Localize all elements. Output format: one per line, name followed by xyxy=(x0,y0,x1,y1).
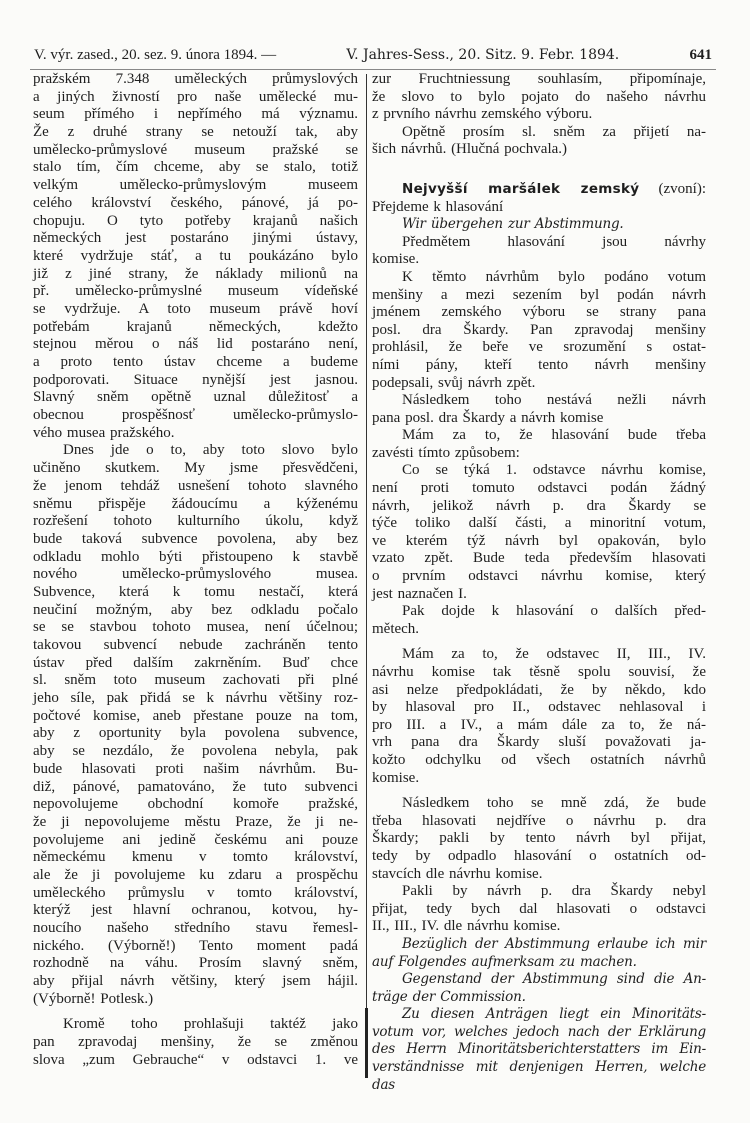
text-line: a proto tento ústav chceme a budeme xyxy=(33,354,358,370)
paragraph xyxy=(372,883,706,936)
text-line: Subvence, která k tomu nestačí, která xyxy=(33,583,358,600)
text-line: pana posl. dra Škardy a návrh komise xyxy=(372,409,604,426)
text-line: verständnisse mit denjenigen Herren, welche das xyxy=(372,1059,706,1093)
text-line: takovou subvencí nebude zachráněn tento xyxy=(33,637,358,653)
text-line: diž, pánové, pamatováno, že tuto subvenci xyxy=(33,778,358,795)
text-line: Bezüglich der Abstimmung erlaube ich mir xyxy=(402,935,706,952)
text-line: Přejdeme k hlasování xyxy=(372,198,504,215)
paragraph xyxy=(372,234,706,269)
text-line: Co se týká 1. odstavce návrhu komise, xyxy=(402,462,706,479)
page-number: 641 xyxy=(689,47,712,63)
paragraph xyxy=(372,71,706,124)
text-line: asi nelze předpokládati, že by někdo, kdo xyxy=(372,681,706,698)
text-line: noucího našeho středního stavu řemesl- xyxy=(33,920,358,936)
text-line: Gegenstand der Abstimmung sind die An- xyxy=(402,971,706,988)
text-line: by hlasoval pro II., odstavec nehlasoval i xyxy=(372,699,706,716)
text-line: návrhu komise tak těsně spolu souvisí, že xyxy=(372,664,706,680)
text-line: seum přímého i nepřímého má významu. xyxy=(33,106,358,123)
header-rule xyxy=(30,69,716,70)
text-line: rozřešení tohoto kulturního úkolu, když xyxy=(33,513,358,530)
paragraph xyxy=(372,392,706,427)
text-line: nového umělecko-průmyslového musea. xyxy=(33,566,358,583)
paragraph xyxy=(372,462,706,603)
text-line: již z jiné strany, že náklady milionů na xyxy=(33,265,358,282)
text-line: přijat, tedy bych dal hlasovati o odstavci xyxy=(372,900,706,917)
text-line: týče toliko další části, a minoritní votum, xyxy=(372,515,706,532)
header-czech: V. výr. zased., 20. sez. 9. února 1894. — xyxy=(34,47,277,63)
paragraph xyxy=(372,936,706,971)
text-line: není proti tomuto odstavci podán žádný xyxy=(372,480,706,497)
text-line: odkladu mohlo býti přistoupeno k stavbě xyxy=(33,548,358,565)
text-line: celého království českého, pánové, já po- xyxy=(33,194,358,211)
paragraph xyxy=(372,216,706,234)
text-line: nepovolujeme obchodní komoře pražské, xyxy=(33,796,358,813)
text-line: träge der Commission. xyxy=(372,988,526,1005)
text-line: podepsali, svůj návrh zpět. xyxy=(372,374,536,391)
paragraph xyxy=(33,442,358,1008)
text-line: aby přijal návrh většiny, který jsem hájil. xyxy=(33,973,358,990)
text-line: komise. xyxy=(372,769,420,786)
text-line: Pak dojde k hlasování o dalších před- xyxy=(402,603,706,620)
text-line: podporovati. Situace nynější jest jasnou. xyxy=(33,371,358,388)
text-line: návrh, jelikož návrh p. dra Škardy se xyxy=(372,497,706,514)
text-line: se vydržuje. A toto museum právě hoví xyxy=(33,300,358,317)
text-line: stalo tím, čím chceme, aby se stalo, totiž xyxy=(33,159,358,176)
text-line: Předmětem hlasování jsou návrhy xyxy=(402,233,706,250)
text-line: př. umělecko-průmyslné museum vídeňské xyxy=(33,283,358,300)
text-line: Opětně prosím sl. sněm za přijetí na- xyxy=(402,123,706,140)
text-line: auf Folgendes aufmerksam zu machen. xyxy=(372,953,637,970)
text-line: Mám za to, že hlasování bude třeba xyxy=(402,427,706,444)
text-line: že ji nepovolujeme městu Praze, že ji ne- xyxy=(33,813,358,830)
text-line: pro III. a IV., a mám dále za to, že ná- xyxy=(372,716,706,733)
paragraph xyxy=(33,1016,358,1069)
text-line: Pakli by návrh p. dra Škardy nebyl xyxy=(402,883,706,900)
text-line: o prvním odstavci návrhu komise, který xyxy=(372,568,706,585)
text-line: kterýž jest hlavní ochranou, kotvou, hy- xyxy=(33,902,358,919)
text-line: vrh pana dra Škardy sluší považovati ja- xyxy=(372,734,706,751)
column-divider xyxy=(366,74,367,1078)
header-german: V. Jahres-Sess., 20. Sitz. 9. Febr. 1894. xyxy=(346,47,620,63)
text-line: stavcích dle návrhu komise. xyxy=(372,865,543,882)
paragraph xyxy=(372,1006,706,1093)
text-line: nického. (Výborně!) Tento moment padá xyxy=(33,937,358,954)
text-line: umělecko-průmyslové museum pražské se xyxy=(33,141,358,158)
text-line: sněmu přispěje žádoucímu a kýženému xyxy=(33,495,358,512)
text-line: neučiní možným, aby bez odkladu počalo xyxy=(33,601,358,618)
paragraph xyxy=(372,603,706,638)
text-line: Slavný sněm opětně uznal důležitosť a xyxy=(33,389,358,406)
text-line: Škardy; pakli by tento návrh byl přijat, xyxy=(372,830,706,847)
text-line: uměleckého průmyslu v tomto království, xyxy=(33,884,358,901)
text-line: velkým umělecko-průmyslovým museem xyxy=(33,177,358,194)
text-line: které vydržuje stáť, a tu poukázáno bylo xyxy=(33,247,358,264)
left-column xyxy=(33,71,358,1070)
text-line: tedy by odpadlo hlasování o ostatních od- xyxy=(372,847,706,864)
text-line: Že z druhé strany se netouží tak, aby xyxy=(33,124,358,141)
text-line: učiněno skutkem. My jsme přesvědčeni, xyxy=(33,460,358,477)
text-line: des Herrn Minoritätsberichterstatters im Ein- xyxy=(372,1041,706,1058)
text-line: Následkem toho nestává nežli návrh xyxy=(402,392,706,409)
right-column xyxy=(372,71,707,1093)
text-line: Následkem toho se mně zdá, že bude xyxy=(402,795,706,812)
text-line: zur Fruchtniessung souhlasím, připomínaje, xyxy=(372,71,706,87)
text-line: pražském 7.348 uměleckých průmyslových xyxy=(33,71,358,87)
text-line: komise. xyxy=(372,251,420,268)
text-line: Wir übergehen zur Abstimmung. xyxy=(402,216,624,233)
text-line: mětech. xyxy=(372,620,420,637)
text-line: bude taková subvence povolena, aby bez xyxy=(33,530,358,547)
text-line: sl. sněm toto museum zachovati při plné xyxy=(33,672,358,689)
text-line: votum vor, welches jedoch nach der Erklärung xyxy=(372,1023,706,1040)
text-line: vého musea pražského. xyxy=(33,424,175,441)
text-line: aby z oportunity byla povolena subvence, xyxy=(33,725,358,742)
text-line: že jenom tehdáž usnešení tohoto slavného xyxy=(33,477,358,494)
text-line: a jiných živností pro naše umělecké mu- xyxy=(33,88,358,105)
text-line: se se stavbou tohoto musea, není účelnou; xyxy=(33,619,358,636)
paragraph xyxy=(33,71,358,442)
text-line: chopuju. O tyto potřeby krajanů našich xyxy=(33,212,358,229)
text-line: posl. dra Škardy. Pan zpravodaj menšiny xyxy=(372,321,706,338)
paragraph xyxy=(372,646,706,787)
paragraph xyxy=(372,971,706,1006)
text-line: německých jest postaráno jinými ústavy, xyxy=(33,230,358,247)
text-line: z prvního návrhu zemského výboru. xyxy=(372,106,593,123)
text-line: II., III., IV. dle návrhu komise. xyxy=(372,918,561,935)
paragraph xyxy=(372,269,706,392)
text-line: slova „zum Gebrauche“ v odstavci 1. ve xyxy=(33,1051,358,1068)
text-line: rozhodně na váhu. Prosím slavný sněm, xyxy=(33,955,358,972)
text-line: kožto odchylku od všech ostatních návrhů xyxy=(372,751,706,768)
text-line: Dnes jde o to, aby toto slovo bylo xyxy=(63,442,358,459)
text-line: vzato zpět. Bude teda především hlasovati xyxy=(372,550,706,567)
text-line: jest naznačen I. xyxy=(372,585,467,602)
text-line: obecnou prospěšnosť umělecko-průmyslo- xyxy=(33,407,358,424)
text-line: ve kterém týž návrh byl opakován, bylo xyxy=(372,532,706,549)
text-line: zavésti tímto způsobem: xyxy=(372,444,520,461)
text-line: ale že ji povolujeme ku zdaru a prospěchu xyxy=(33,866,358,883)
text-line: německému kmenu v tomto království, xyxy=(33,849,358,866)
text-line: že slovo to bylo pojato do našeho návrhu xyxy=(372,88,706,105)
text-line: menšiny a mezi sezením byl podán návrh xyxy=(372,286,706,303)
text-line: třeba hlasovati nejdříve o návrhu p. dra xyxy=(372,812,706,829)
text-line: ními pány, kteří tento návrh menšiny xyxy=(372,356,706,373)
speaker-paragraph xyxy=(372,181,706,216)
text-line: povolujeme ani jedině českému ani pouze xyxy=(33,831,358,848)
text-line: šich návrhů. (Hlučná pochvala.) xyxy=(372,141,568,158)
text-line: stejnou měrou o náš lid postaráno není, xyxy=(33,336,358,353)
paragraph xyxy=(372,427,706,462)
text-line: Mám za to, že odstavec II, III., IV. xyxy=(402,646,706,663)
speaker-line xyxy=(372,181,706,199)
paragraph xyxy=(372,124,706,159)
text-line: aby se nezdálo, že povolena nebyla, pak xyxy=(33,743,358,760)
text-line: K těmto návrhům bylo podáno votum xyxy=(402,268,706,285)
text-line: potřebám krajanů německých, kdežto xyxy=(33,318,358,335)
speaker-name: Nejvyšší maršálek zemský xyxy=(402,180,640,197)
page-header xyxy=(34,47,712,67)
text-line: ústav před dalším zakrněním. Buď chce xyxy=(33,654,358,671)
text-line: jeho síle, pak přidá se k návrhu většiny roz- xyxy=(33,690,358,707)
text-line: Kromě toho prohlašuji taktéž jako xyxy=(63,1016,358,1033)
text-line: počtové komise, aneb přestane pouze na tom, xyxy=(33,707,358,724)
text-line: bude hlasovati proti našim návrhům. Bu- xyxy=(33,760,358,777)
speaker-action: (zvoní): xyxy=(658,180,707,197)
paragraph xyxy=(372,795,706,883)
text-line: pan zpravodaj menšiny, že se změnou xyxy=(33,1034,358,1051)
text-line: jménem zemského výboru se strany pana xyxy=(372,304,706,321)
text-line: Zu diesen Anträgen liegt ein Minoritäts- xyxy=(402,1006,706,1023)
text-line: prohlásil, že beře ve srozumění s ostat- xyxy=(372,339,706,356)
text-line: (Výborně! Potlesk.) xyxy=(33,990,154,1007)
